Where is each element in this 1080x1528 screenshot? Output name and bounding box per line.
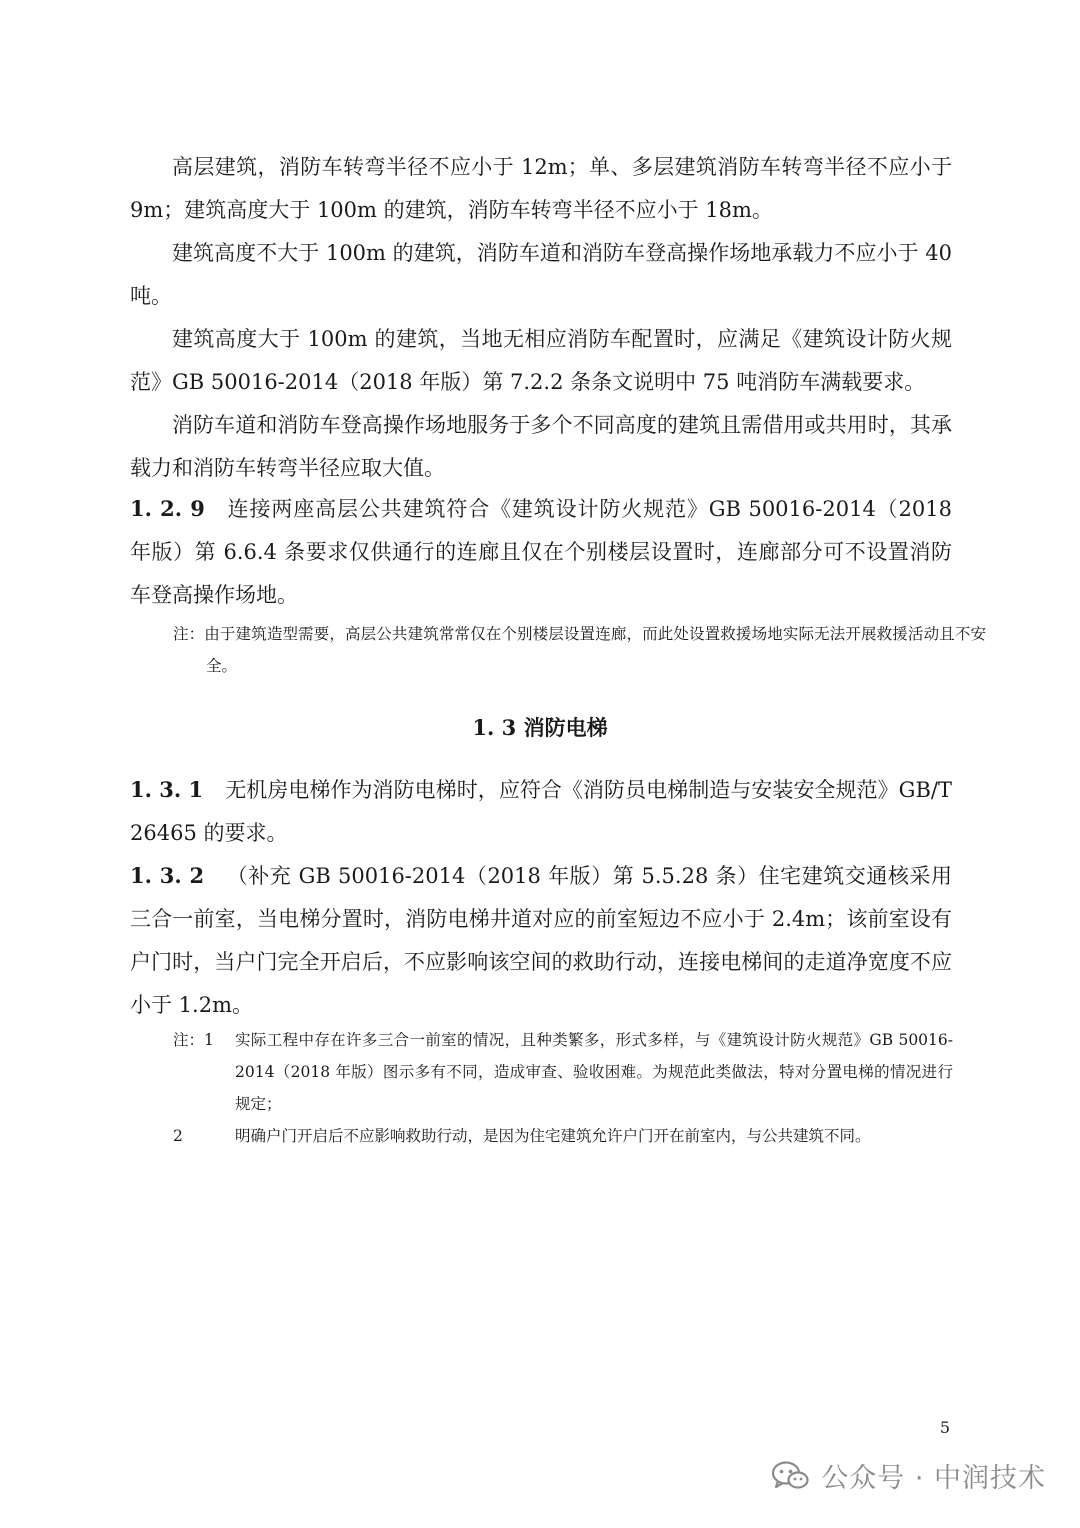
notes-1-3-2 <box>173 1024 953 1152</box>
watermark <box>771 1456 1046 1495</box>
note-number: 2 <box>173 1127 183 1145</box>
wechat-icon <box>771 1461 809 1491</box>
paragraph-load-capacity: 建筑高度不大于 100m 的建筑，消防车道和消防车登高操作场地承载力不应小于 40 吨。 <box>130 241 952 308</box>
paragraph-shared-sites: 消防车道和消防车登高操作场地服务于多个不同高度的建筑且需借用或共用时，其承载力和消防车转弯半径应取大值。 <box>130 413 952 480</box>
note-lead <box>173 1024 235 1120</box>
note-label: 注： <box>173 1031 205 1049</box>
note-text: 明确户门开启后不应影响救助行动，是因为住宅建筑允许户门开在前室内，与公共建筑不同。 <box>235 1127 871 1145</box>
note-number: 1 <box>204 1031 214 1049</box>
page-number: 5 <box>939 1418 950 1437</box>
paragraph-75-ton-requirement: 建筑高度大于 100m 的建筑，当地无相应消防车配置时，应满足《建筑设计防火规范》GB 50016-2014（2018 年版）第 7.2.2 条条文说明中 75 吨消防车满载要求。 <box>130 327 952 394</box>
note-1-2-9 <box>173 618 986 682</box>
note-item <box>173 1120 953 1152</box>
clause-text: （补充 GB 50016-2014（2018 年版）第 5.5.28 条）住宅建筑交通核采用三合一前室，当电梯分置时，消防电梯井道对应的前室短边不应小于 2.4m；该前室设有户门时，当户门完全开启后，不应影响该空间的救助行动，连接电梯间的走道净宽度不应小于 1.2m。 <box>130 864 952 1017</box>
clause-number: 1. 3. 1 <box>130 777 204 802</box>
note-text: 实际工程中存在许多三合一前室的情况，且种类繁多，形式多样，与《建筑设计防火规范》GB 50016-2014（2018 年版）图示多有不同，造成审查、验收困难。为规范此类做法，特对分置电梯的情况进行规定； <box>235 1031 953 1113</box>
clause-1-3-1 <box>130 768 952 855</box>
note-text: 由于建筑造型需要，高层公共建筑常常仅在个别楼层设置连廊，而此处设置救援场地实际无法开展救援活动且不安全。 <box>204 625 986 675</box>
clause-1-3-2 <box>130 854 952 1027</box>
note-item <box>173 1024 953 1120</box>
note-label: 注： <box>173 625 205 643</box>
paragraph-turning-radius: 高层建筑，消防车转弯半径不应小于 12m；单、多层建筑消防车转弯半径不应小于 9m；建筑高度大于 100m 的建筑，消防车转弯半径不应小于 18m。 <box>130 155 952 222</box>
watermark-text: 公众号 · 中润技术 <box>821 1463 1046 1494</box>
clause-text: 无机房电梯作为消防电梯时，应符合《消防员电梯制造与安装安全规范》GB/T 26465 的要求。 <box>130 778 952 845</box>
clause-1-2-9 <box>130 487 952 617</box>
section-heading-fire-elevator: 1. 3 消防电梯 <box>472 715 608 740</box>
clause-number: 1. 2. 9 <box>130 496 205 521</box>
clause-number: 1. 3. 2 <box>130 863 205 888</box>
clause-text: 连接两座高层公共建筑符合《建筑设计防火规范》GB 50016-2014（2018 年版）第 6.6.4 条要求仅供通行的连廊且仅在个别楼层设置时，连廊部分可不设置消防车登高操作场地。 <box>130 497 952 607</box>
